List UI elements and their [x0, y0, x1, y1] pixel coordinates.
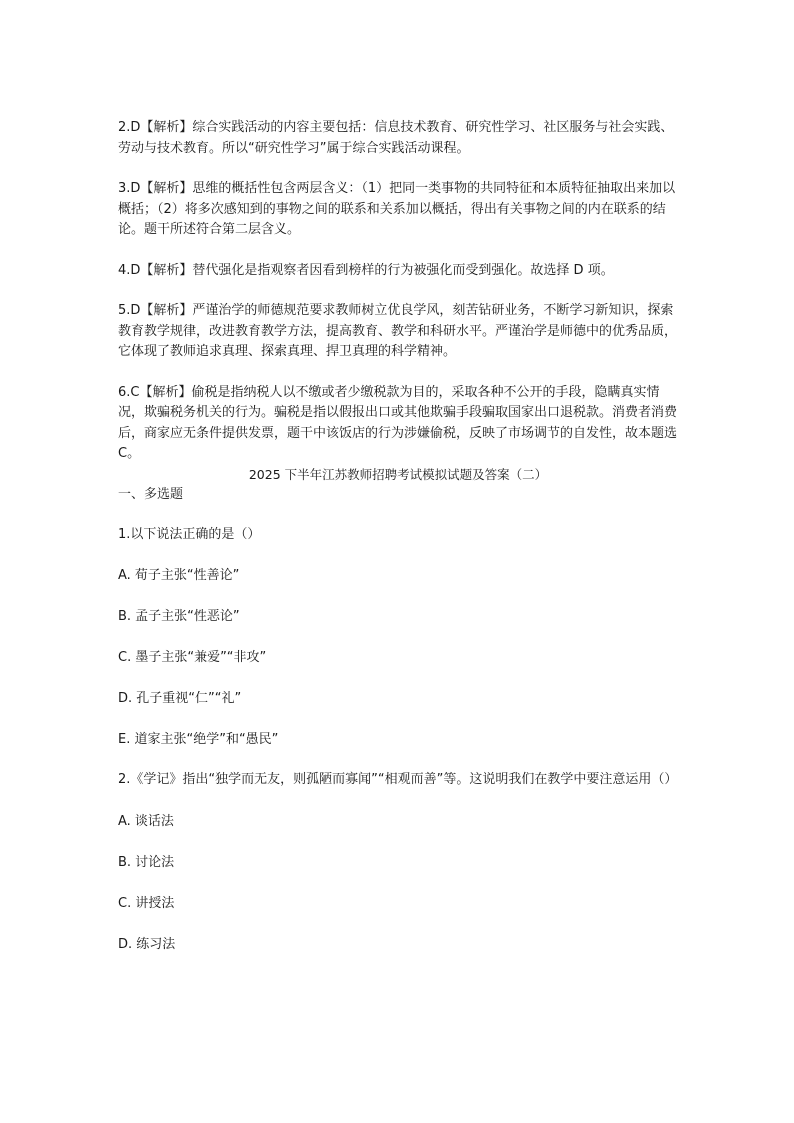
q2-option-b: B. 讨论法	[118, 854, 175, 870]
q1-option-c: C. 墨子主张“兼爱”“非攻”	[118, 650, 267, 665]
page-content	[118, 118, 678, 955]
q2-option-c: C. 讲授法	[118, 895, 175, 911]
q1-option-e: E. 道家主张“绝学”和“愚民”	[118, 732, 279, 747]
analysis-6: 6.C【解析】偷税是指纳税人以不缴或者少缴税款为目的，采取各种不公开的手段，隐瞒真实情况，欺骗税务机关的行为。骗税是指以假报出口或其他欺骗手段骗取国家出口退税款。消费者消费后，商家应无条件提供发票，题干中该饭店的行为涉嫌偷税，反映了市场调节的自发性，故本题选 C。	[118, 384, 678, 461]
q2-option-a: A. 谈话法	[118, 813, 174, 829]
analysis-5: 5.D【解析】严谨治学的师德规范要求教师树立优良学风，刻苦钻研业务，不断学习新知识，探索教育教学规律，改进教育教学方法，提高教育、教学和科研水平。严谨治学是师德中的优秀品质，它体现了教师追求真理、探索真理、捍卫真理的科学精神。	[118, 303, 678, 359]
question-2-stem: 2.《学记》指出“独学而无友，则孤陋而寡闻”“相观而善”等。这说明我们在教学中要注意运用（）	[118, 772, 678, 787]
analysis-2: 2.D【解析】综合实践活动的内容主要包括：信息技术教育、研究性学习、社区服务与社会实践、劳动与技术教育。所以“研究性学习”属于综合实践活动课程。	[118, 120, 674, 156]
section-title: 一、多选题	[118, 486, 184, 502]
q2-option-d: D. 练习法	[118, 936, 176, 952]
exam-title: 2025 下半年江苏教师招聘考试模拟试题及答案（二）	[248, 466, 548, 482]
analysis-4: 4.D【解析】替代强化是指观察者因看到榜样的行为被强化而受到强化。故选择 D 项。	[118, 262, 614, 278]
question-1-stem: 1.以下说法正确的是（）	[118, 526, 261, 542]
q1-option-d: D. 孔子重视“仁”“礼”	[118, 691, 242, 706]
q1-option-a: A. 荀子主张“性善论”	[118, 568, 240, 583]
analysis-3: 3.D【解析】思维的概括性包含两层含义：（1）把同一类事物的共同特征和本质特征抽取出来加以概括；（2）将多次感知到的事物之间的联系和关系加以概括，得出有关事物之间的内在联系的结论。题干所述符合第二层含义。	[118, 181, 676, 237]
q1-option-b: B. 孟子主张“性恶论”	[118, 609, 240, 624]
